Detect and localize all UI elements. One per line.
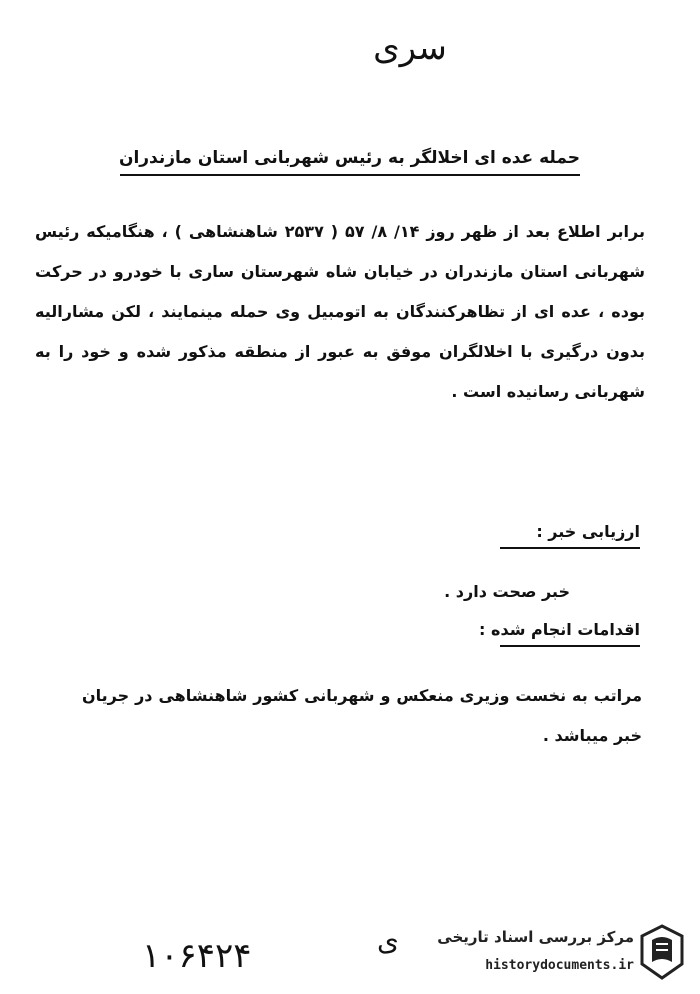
watermark-name: مرکز بررسی اسناد تاریخی <box>437 928 634 946</box>
assessment-text: خبر صحت دارد . <box>444 582 570 601</box>
actions-text: مراتب به نخست وزیری منعکس و شهربانی کشور شاهنشاهی در جریان خبر میباشد . <box>82 686 642 745</box>
document-title: حمله عده ای اخلالگر به رئیس شهربانی استان مازندران <box>120 148 580 176</box>
assessment-heading: ارزیابی خبر : <box>500 522 640 549</box>
archive-logo-icon <box>638 924 686 980</box>
classification-mark: سری <box>373 28 447 68</box>
actions-heading: اقدامات انجام شده : <box>500 620 640 647</box>
watermark-url: historydocuments.ir <box>485 958 634 973</box>
archive-number: ۱۰۶۴۲۴ <box>142 936 252 976</box>
classification-footer-mark: ی <box>377 924 399 957</box>
watermark <box>390 922 690 984</box>
report-body: برابر اطلاع بعد از ظهر روز ۱۴/ ۸/ ۵۷ ( ۲۵۳۷ شاهنشاهی ) ، هنگامیکه رئیس شهربانی استان مازندران در خیابان شاه شهرستان ساری با خودرو در حرکت بوده ، عده ای از تظاهرکنندگان به اتومبیل وی حمله مینمایند ، لکن مشارالیه بدون درگیری با اخلالگران موفق به عبور از منطقه مذکور شده و خود را به شهربانی رسانیده است . <box>35 222 645 401</box>
